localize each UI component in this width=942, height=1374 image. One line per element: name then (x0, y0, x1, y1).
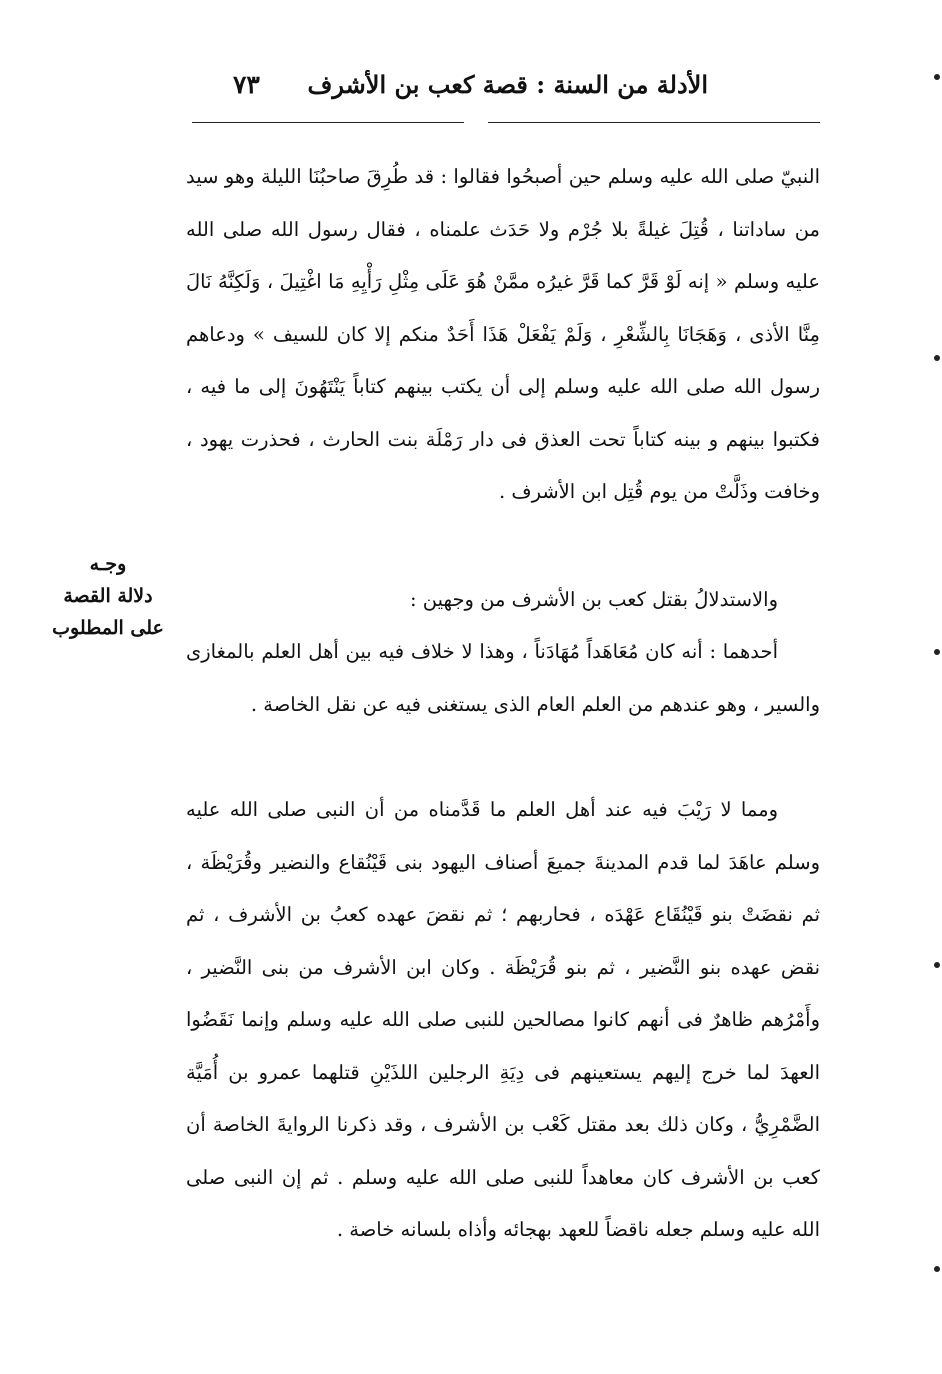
margin-note (52, 548, 164, 644)
scan-mark (934, 649, 940, 655)
running-title: الأدلة من السنة : قصة كعب بن الأشرف (307, 70, 708, 99)
page-number: ٧٣ (233, 70, 260, 99)
body-block-4 (186, 784, 820, 1257)
body-block-1 (186, 151, 820, 519)
body-block-3 (186, 626, 820, 731)
scan-mark (934, 1266, 940, 1272)
margin-note-line-1: وجـه (89, 553, 127, 575)
header-rule-right (488, 122, 820, 123)
scan-mark (934, 962, 940, 968)
header-rule-left (192, 122, 464, 123)
paragraph-1: النبيّ صلى الله عليه وسلم حين أصبحُوا فقالوا : قد طُرِقَ صاحبُنَا الليلة وهو سيد من ساداتنا ، قُتِلَ غيلةً بلا جُرْم ولا حَدَث علمناه ، فقال رسول الله صلى الله عليه وسلم « إنه لَوْ قَرَّ كما قَرَّ غيرُه ممَّنْ هُوَ عَلَى مِثْلِ رَأْيِهِ مَا اغْتِيلَ ، وَلَكِنَّهُ نَالَ مِنَّا الأذى ، وَهَجَانَا بِالشِّعْرِ ، وَلَمْ يَفْعَلْ هَذَا أَحَدٌ منكم إلا كان للسيف » ودعاهم رسول الله صلى الله عليه وسلم إلى أن يكتب بينهم كتاباً يَنْتَهُونَ إلى ما فيه ، فكتبوا بينهم و بينه كتاباً تحت العذق فى دار رَمْلَة بنت الحارث ، فحذرت يهود ، وخافت وذَلَّتْ من يوم قُتِل ابن الأشرف . (186, 165, 820, 503)
scan-mark (934, 355, 940, 361)
paragraph-2: والاستدلالُ بقتل كعب بن الأشرف من وجهين : (409, 588, 778, 611)
scan-mark (934, 74, 940, 80)
paragraph-3: أحدهما : أنه كان مُعَاهَداً مُهَادَناً ، وهذا لا خلاف فيه بين أهل العلم بالمغازى والسير ، وهو عندهم من العلم العام الذى يستغنى فيه عن نقل الخاصة . (186, 640, 820, 716)
margin-note-line-3: على المطلوب (52, 617, 164, 639)
body-block-2 (186, 574, 820, 627)
page-header (188, 70, 820, 110)
margin-note-line-2: دلالة القصة (63, 585, 153, 607)
paragraph-4: ومما لا رَيْبَ فيه عند أهل العلم ما قَدَّمناه من أن النبى صلى الله عليه وسلم عاهَدَ لما قدم المدينةَ جميعَ أصناف اليهود بنى قَيْنُقاع والنضير وقُرَيْظَة ، ثم نقضَتْ بنو قَيْنُقَاع عَهْدَه ، فحاربهم ؛ ثم نقضَ عهده كعبُ بن الأشرف ، ثم نقض عهده بنو النَّضير ، ثم بنو قُرَيْظَة . وكان ابن الأشرف من بنى النَّضير ، وأَمْرُهم ظاهرٌ فى أنهم كانوا مصالحين للنبى صلى الله عليه وسلم وإنما نَقَضُوا العهدَ لما خرج إليهم يستعينهم فى دِيَةِ الرجلين اللذَيْنِ قتلهما عمرو بن أُمَيَّة الضَّمْرِيُّ ، وكان ذلك بعد مقتل كَعْب بن الأشرف ، وقد ذكرنا الروايةَ الخاصة أن كعب بن الأشرف كان معاهداً للنبى صلى الله عليه وسلم . ثم إن النبى صلى الله عليه وسلم جعله ناقضاً للعهد بهجائه وأذاه بلسانه خاصة . (186, 798, 820, 1241)
